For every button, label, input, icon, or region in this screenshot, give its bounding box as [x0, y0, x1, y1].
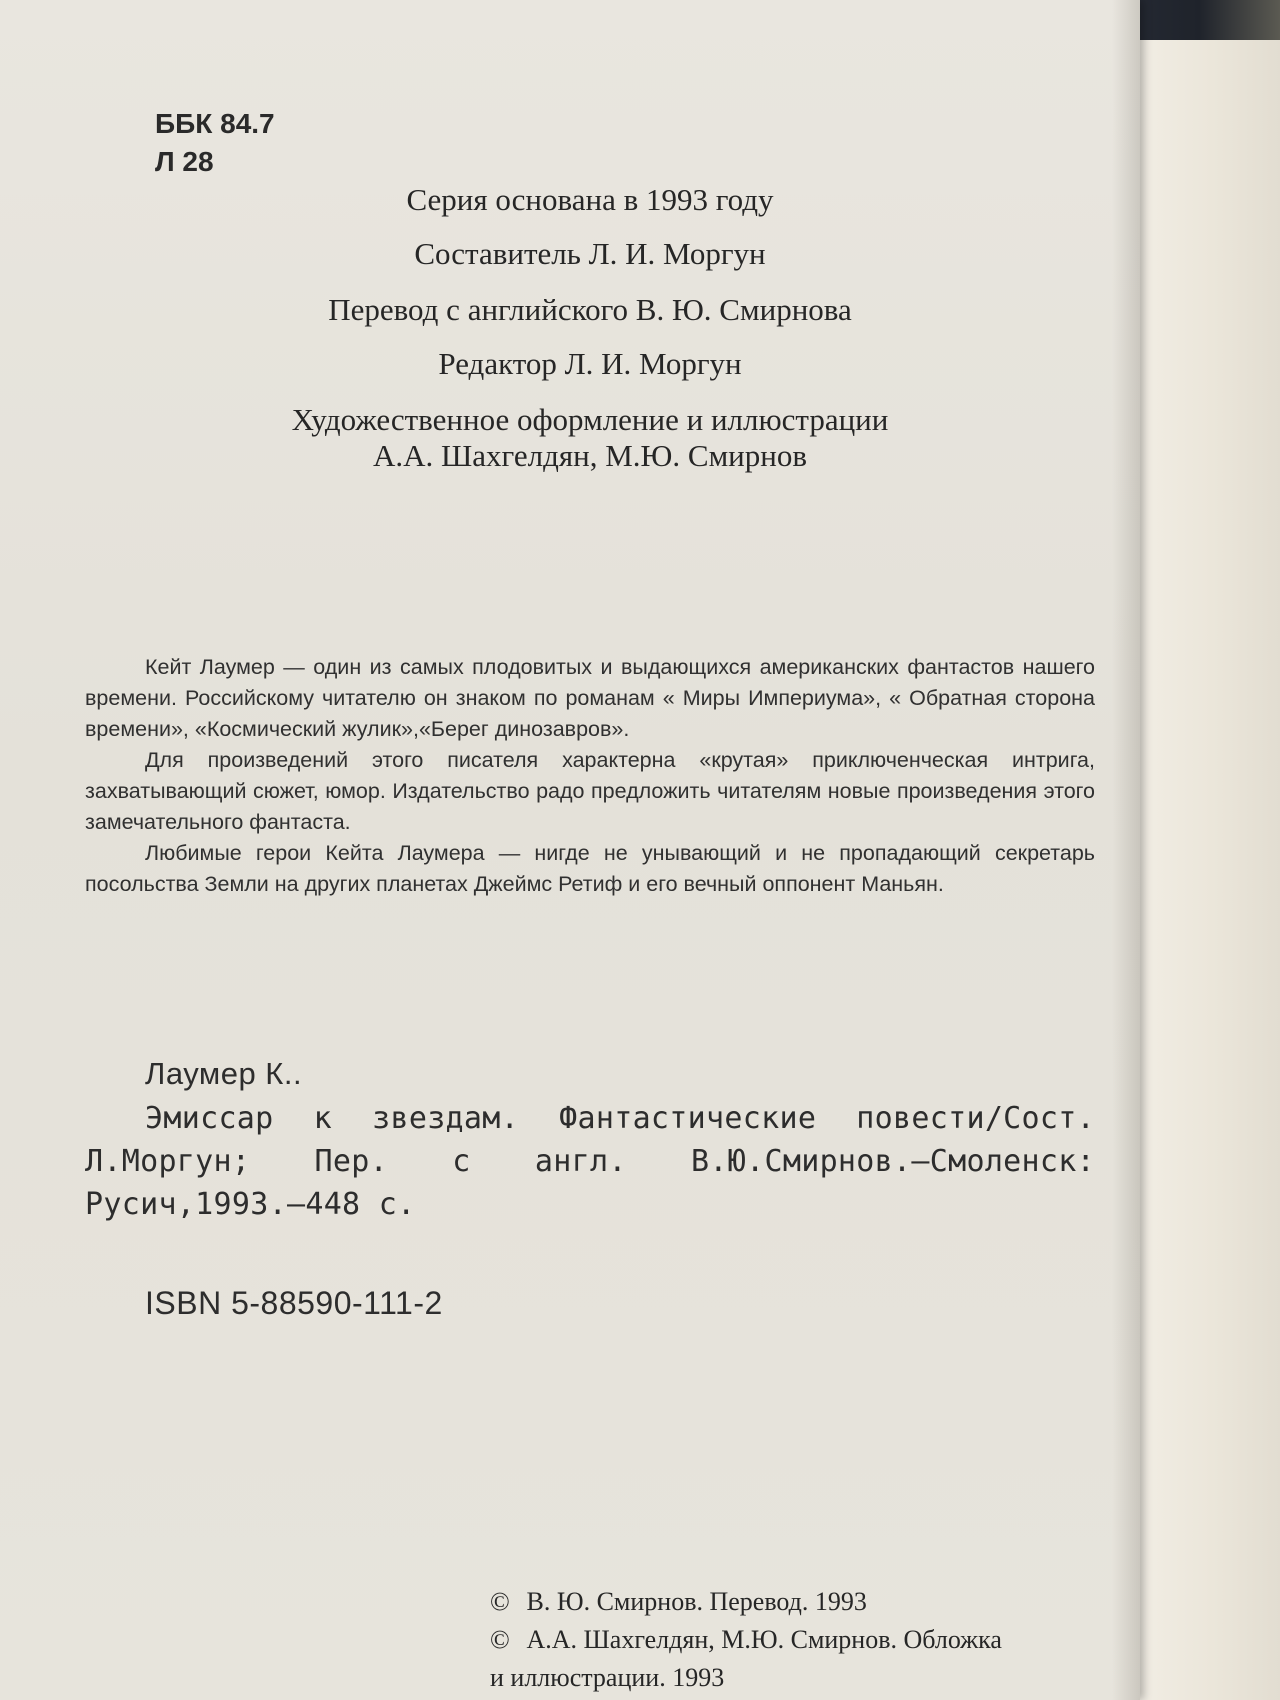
copyright-line [490, 1621, 1110, 1659]
author-mark: Л 28 [155, 146, 214, 177]
bbk-code: ББК 84.7 [155, 108, 275, 139]
copyright-text: и иллюстрации. 1993 [490, 1663, 725, 1692]
annotation-paragraph: Кейт Лаумер — один из самых плодовитых и выдающихся американских фантастов нашего времени. Российскому читателю он знаком по романам « Миры Империума», « Обратная сторона времени», «Космический жулик»,«Берег динозавров». [85, 655, 1095, 741]
editor-credit: Редактор Л. И. Моргун [438, 346, 742, 381]
design-credit-names: А.А. Шахгелдян, М.Ю. Смирнов [373, 438, 807, 473]
bibliographic-record [85, 1052, 1095, 1226]
copyright-symbol: © [490, 1587, 510, 1616]
bibliographic-description: Эмиссар к звездам. Фантастические повести/Сост. Л.Моргун; Пер. с англ. В.Ю.Смирнов.—Смоленск: Русич,1993.—448 с. [85, 1101, 1095, 1222]
classification-block [155, 105, 275, 181]
adjacent-page-edge [1130, 0, 1280, 1700]
copyright-block [490, 1583, 1110, 1697]
translation-credit: Перевод с английского В. Ю. Смирнова [328, 292, 852, 327]
annotation-paragraph: Для произведений этого писателя характерна «крутая» приключенческая интрига, захватывающий сюжет, юмор. Издательство радо предложить читателям новые произведения этого замечательного фантаста. [85, 748, 1095, 834]
isbn: ISBN 5-88590-111-2 [145, 1285, 443, 1321]
copyright-line [490, 1583, 1110, 1621]
annotation-paragraph: Любимые герои Кейта Лаумера — нигде не унывающий и не пропадающий секретарь посольства Земли на других планетах Джеймс Ретиф и его вечный оппонент Маньян. [85, 841, 1095, 896]
design-credit-title: Художественное оформление и иллюстрации [291, 402, 889, 437]
copyright-text: В. Ю. Смирнов. Перевод. 1993 [526, 1587, 867, 1616]
bibliographic-author: Лаумер К.. [145, 1056, 303, 1091]
compiler-credit: Составитель Л. И. Моргун [414, 236, 766, 271]
copyright-line [490, 1659, 1110, 1697]
annotation [85, 652, 1095, 900]
copyright-symbol: © [490, 1625, 510, 1654]
copyright-text: А.А. Шахгелдян, М.Ю. Смирнов. Обложка [526, 1625, 1002, 1654]
series-note: Серия основана в 1993 году [406, 182, 774, 217]
